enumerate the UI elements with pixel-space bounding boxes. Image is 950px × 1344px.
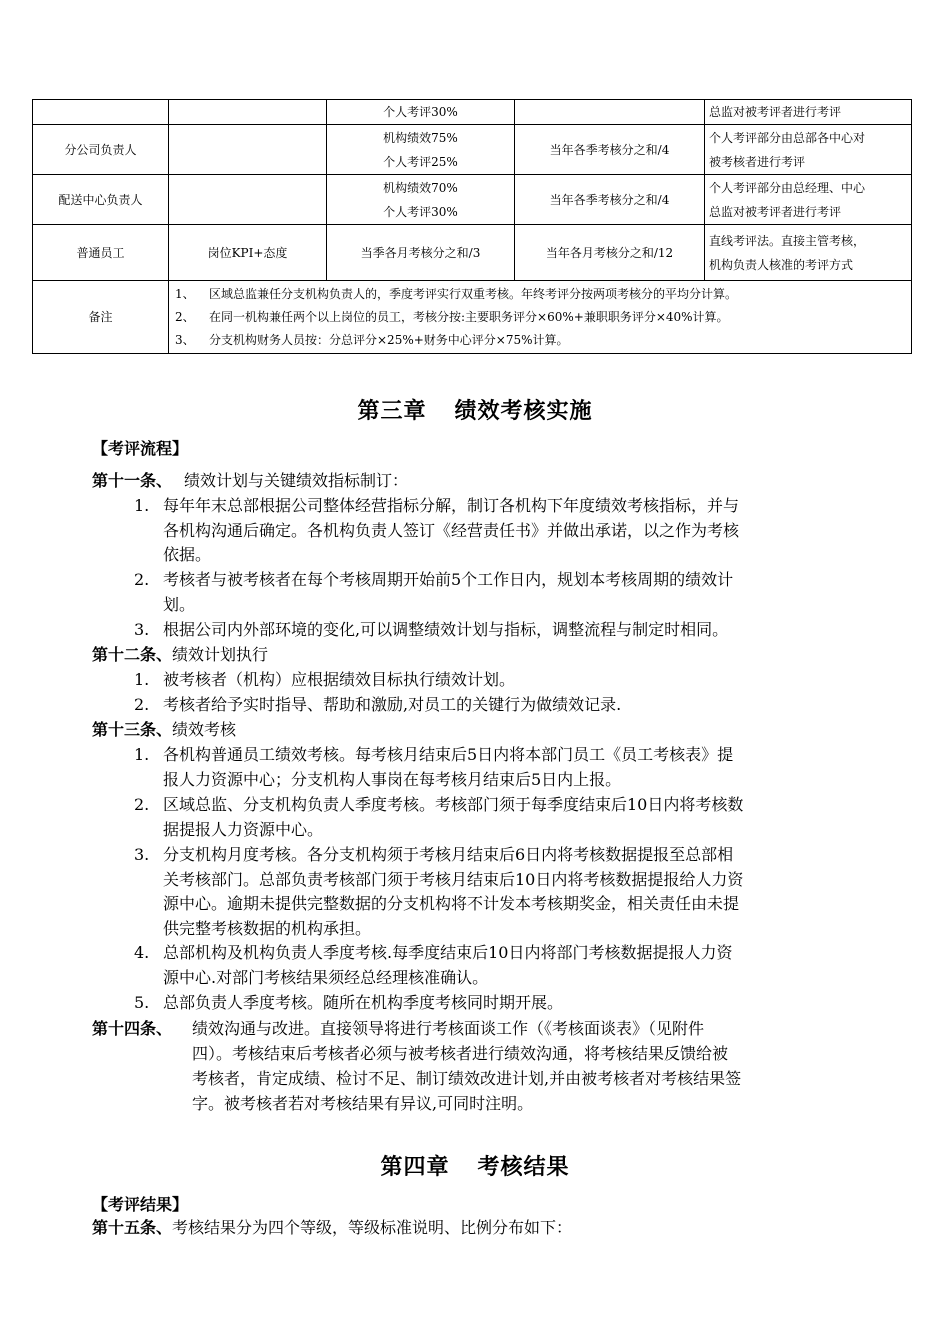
list-item: 2. 考核者与被考核者在每个考核周期开始前5个工作日内，规划本考核周期的绩效计 划。 (134, 570, 734, 614)
list-item: 3. 分支机构月度考核。各分支机构须于考核月结束后6日内将考核数据提报至总部相 关考核部门。总部负责考核部门须于考核月结束后10日内将考核数据提报给人力资 源中心。逾期未提供完整数据的分支机构将不计发本考核期奖金，相关责任由未提 供完整考核数据的机构承担。 (134, 845, 744, 938)
list-item: 1. 各机构普通员工绩效考核。每考核月结束后5日内将本部门员工《员工考核表》提 报人力资源中心；分支机构人事岗在每考核月结束后5日内上报。 (134, 745, 734, 789)
notes-label: 备注 (33, 281, 169, 354)
chapter-four-title: 第四章 考核结果 (380, 1154, 570, 1180)
notes-cell (169, 281, 912, 354)
indicator-cell: 岗位KPI+态度 (169, 225, 327, 281)
note-line: 1、 区域总监兼任分支机构负责人的，季度考评实行双重考核。年终考评分按两项考核分的平均分计算。 (175, 286, 738, 301)
list-item: 1. 被考核者（机构）应根据绩效目标执行绩效计划。 (134, 670, 516, 689)
table-row (33, 100, 912, 125)
method-cell: 总监对被考评者进行考评 (705, 100, 912, 125)
section-heading-process: 【考评流程】 (92, 439, 189, 458)
list-item: 2. 区域总监、分支机构负责人季度考核。考核部门须于每季度结束后10日内将考核数 据提报人力资源中心。 (134, 795, 744, 839)
role-cell (33, 100, 169, 125)
quarter-cell: 当季各月考核分之和/3 (327, 225, 515, 281)
list-item: 4. 总部机构及机构负责人季度考核.每季度结束后10日内将部门考核数据提报人力资 源中心.对部门考核结果须经总经理核准确认。 (134, 943, 733, 987)
article-fifteen: 第十五条、考核结果分为四个等级，等级标准说明、比例分布如下： (92, 1218, 573, 1237)
annual-cell: 当年各季考核分之和/4 (515, 125, 705, 175)
table-row (33, 125, 912, 175)
quarter-cell: 机构绩效70% 个人考评30% (327, 175, 515, 225)
table-row (33, 225, 912, 281)
role-cell: 配送中心负责人 (33, 175, 169, 225)
method-cell: 个人考评部分由总部各中心对 被考核者进行考评 (705, 125, 912, 175)
indicator-cell (169, 100, 327, 125)
list-item: 3. 根据公司内外部环境的变化,可以调整绩效计划与指标，调整流程与制定时相同。 (134, 620, 729, 639)
method-cell: 直线考评法。直接主管考核， 机构负责人核准的考评方式 (705, 225, 912, 281)
note-line: 2、 在同一机构兼任两个以上岗位的员工，考核分按:主要职务评分×60%+兼职职务评分×40%计算。 (175, 309, 729, 324)
annual-cell: 当年各季考核分之和/4 (515, 175, 705, 225)
table-row (33, 175, 912, 225)
method-cell: 个人考评部分由总经理、中心 总监对被考评者进行考评 (705, 175, 912, 225)
chapter-three-title: 第三章 绩效考核实施 (357, 398, 593, 424)
list-item: 1. 每年年末总部根据公司整体经营指标分解，制订各机构下年度绩效考核指标，并与 各机构沟通后确定。各机构负责人签订《经营责任书》并做出承诺，以之作为考核 依据。 (134, 496, 740, 564)
quarter-cell: 个人考评30% (327, 100, 515, 125)
role-cell: 普通员工 (33, 225, 169, 281)
annual-cell: 当年各月考核分之和/12 (515, 225, 705, 281)
article-thirteen-heading: 第十三条、绩效考核 (92, 720, 237, 739)
list-item: 5. 总部负责人季度考核。随所在机构季度考核同时期开展。 (134, 993, 564, 1012)
article-twelve-heading: 第十二条、绩效计划执行 (92, 645, 269, 664)
assessment-table (32, 99, 912, 354)
indicator-cell (169, 125, 327, 175)
note-line: 3、 分支机构财务人员按：分总评分×25%+财务中心评分×75%计算。 (175, 332, 569, 347)
role-cell: 分公司负责人 (33, 125, 169, 175)
list-item: 2. 考核者给予实时指导、帮助和激励,对员工的关键行为做绩效记录. (134, 695, 622, 714)
section-heading-result: 【考评结果】 (92, 1195, 189, 1214)
table-row-notes (33, 281, 912, 354)
quarter-cell: 机构绩效75% 个人考评25% (327, 125, 515, 175)
annual-cell (515, 100, 705, 125)
indicator-cell (169, 175, 327, 225)
article-fourteen: 第十四条、 绩效沟通与改进。直接领导将进行考核面谈工作（《考核面谈表》（见附件 四）。考核结束后考核者必须与被考核者进行绩效沟通，将考核结果反馈给被 考核者，肯定成绩、检讨不足、制订绩效改进计划,并由被考核者对考核结果签 字。被考核者若对考核结果有异议,可同时注明。 (92, 1019, 742, 1113)
article-eleven-heading: 第十一条、 绩效计划与关键绩效指标制订： (92, 471, 409, 490)
